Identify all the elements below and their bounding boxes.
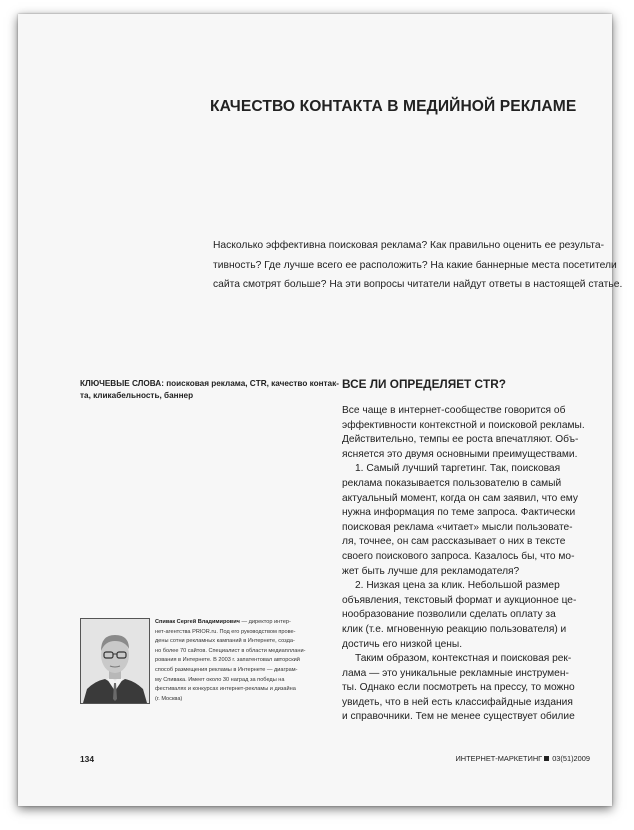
body-line: достичь его низкой цены.: [342, 638, 463, 650]
body-line: ясняется это двумя основными преимуществами.: [342, 448, 578, 460]
author-bio-line: — директор интер-: [239, 619, 291, 625]
journal-name: ИНТЕРНЕТ-МАРКЕТИНГ: [455, 754, 543, 763]
author-portrait-icon: [81, 619, 149, 703]
author-bio-line: (г. Москва): [155, 695, 183, 702]
body-line: лама — это уникальные рекламные инструмен-: [342, 667, 569, 679]
body-line: ля, точнее, он сам рассказывает о них в тексте: [342, 536, 566, 548]
body-line: объявления, текстовый формат и аукционное це-: [342, 594, 577, 606]
body-line: клик (т.е. мгновенную реакцию пользователя) и: [342, 623, 567, 635]
body-line: жет быть лучше для рекламодателя?: [342, 565, 520, 577]
lead-line: сайта смотрят больше? На эти вопросы читатели найдут ответы в настоящей статье.: [213, 279, 623, 291]
author-bio-first-line: [155, 618, 337, 628]
author-bio-line: но более 70 сайтов. Специалист в области медиапллани-: [155, 647, 306, 654]
journal-issue: 03(51)2009: [552, 754, 590, 763]
keywords-line: КЛЮЧЕВЫЕ СЛОВА: поисковая реклама, CTR, качество контак-: [80, 379, 339, 388]
article-title: КАЧЕСТВО КОНТАКТА В МЕДИЙНОЙ РЕКЛАМЕ: [210, 98, 577, 115]
body-line: своего поискового запроса. Казалось бы, что мо-: [342, 550, 575, 562]
body-line: ты. Однако если посмотреть на прессу, то можно: [342, 682, 575, 694]
author-bio-line: дены сотни рекламных кампаний в Интернете, созда-: [155, 638, 295, 645]
author-photo: [80, 618, 150, 704]
body-line: увидеть, что в ней есть классифайдные издания: [342, 696, 573, 708]
keywords-block: [80, 378, 339, 401]
author-bio-line: нет-агентства PRIOR.ru. Под его руководством прове-: [155, 628, 296, 635]
author-bio-line: рования в Интернете. В 2003 г. запатентовал авторский: [155, 657, 300, 664]
lead-line: тивность? Где лучше всего ее расположить? На какие баннерные места посетители: [213, 259, 617, 271]
lead-line: Насколько эффективна поисковая реклама? Как правильно оценить ее результа-: [213, 240, 605, 251]
body-line: актуальный момент, когда он сам заявил, что ему: [342, 492, 578, 504]
body-line: поисковая реклама «читает» мысли пользовате-: [342, 521, 573, 533]
author-name: Спивак Сергей Владимирович: [155, 619, 240, 625]
author-bio-line: способ размещения рекламы в Интернете — диаграм-: [155, 666, 298, 673]
body-line: Все чаще в интернет-сообществе говорится об: [342, 405, 566, 416]
magazine-page: [18, 14, 623, 806]
body-line: Действительно, темпы ее роста впечатляют. Объ-: [342, 434, 579, 446]
article-lead: [213, 236, 623, 295]
author-bio-line: му Спивака. Имеет около 30 наград за победы на: [155, 676, 285, 683]
body-line: 1. Самый лучший таргетинг. Так, поисковая: [355, 463, 561, 475]
body-line: нообразование позволили сделать оплату за: [342, 609, 556, 621]
keywords-line: та, кликабельность, баннер: [80, 390, 194, 400]
body-line: 2. Низкая цена за клик. Небольшой размер: [355, 580, 560, 592]
body-line: и справочники. Тем не менее существует обилие: [342, 711, 575, 723]
body-line: эффективности контекстной и поисковой рекламы.: [342, 419, 585, 431]
body-line: нужна информация по теме запроса. Фактически: [342, 507, 576, 519]
body-line: Таким образом, контекстная и поисковая рек-: [355, 653, 572, 665]
page-number: 134: [80, 754, 94, 764]
journal-footer: [456, 754, 591, 763]
square-separator-icon: [544, 756, 549, 761]
article-body: [342, 404, 604, 725]
author-bio-line: фестивалях и конкурсах интернет-рекламы и дизайна: [155, 686, 296, 693]
author-bio: [155, 618, 337, 704]
body-line: реклама показывается пользователю в самый: [342, 477, 562, 489]
section-heading: ВСЕ ЛИ ОПРЕДЕЛЯЕТ CTR?: [342, 377, 506, 391]
